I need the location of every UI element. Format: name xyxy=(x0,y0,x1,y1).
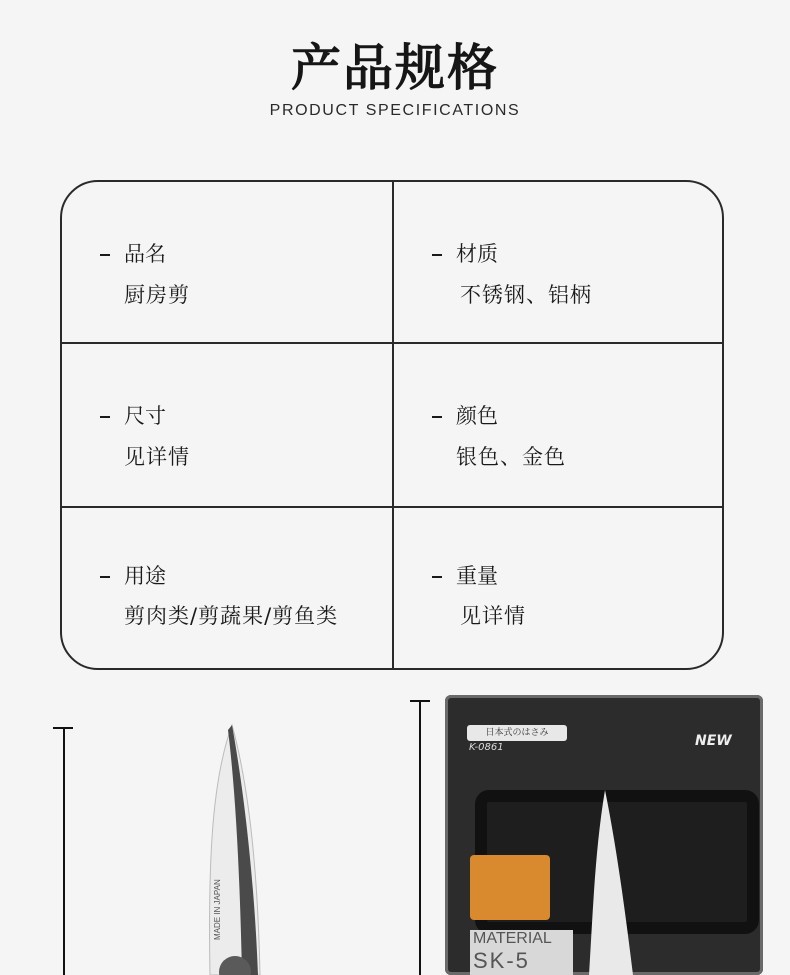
spec-label: 材质 xyxy=(456,242,498,266)
dash-icon xyxy=(100,254,110,256)
package-code: K-0861 xyxy=(469,742,504,753)
package-badge: NEW xyxy=(695,733,732,749)
blade-text: MADE IN JAPAN xyxy=(213,879,222,940)
dash-icon xyxy=(100,576,110,578)
spec-cell-material xyxy=(394,182,724,344)
package-label-orange xyxy=(470,855,550,920)
package-tag: 日本式のはさみ xyxy=(467,725,567,741)
dash-icon xyxy=(432,416,442,418)
spec-table xyxy=(60,180,724,670)
measure-line-left xyxy=(63,727,65,975)
spec-cell-usage xyxy=(62,508,392,670)
spec-label: 用途 xyxy=(124,564,166,588)
dash-icon xyxy=(432,254,442,256)
package-image xyxy=(445,695,763,975)
measure-line-right xyxy=(419,700,421,975)
spec-cell-size xyxy=(62,344,392,506)
spec-cell-weight xyxy=(394,508,724,670)
scissors-blade-image xyxy=(150,700,310,975)
spec-value: 不锈钢、铝柄 xyxy=(460,283,592,307)
spec-cell-name xyxy=(62,182,392,344)
spec-value: 见详情 xyxy=(460,604,526,628)
spec-label: 重量 xyxy=(456,564,498,588)
spec-label: 颜色 xyxy=(456,404,498,428)
package-blade xyxy=(575,790,645,975)
spec-cell-color xyxy=(394,344,724,506)
page-title: 产品规格 xyxy=(291,39,499,97)
page-subtitle: PRODUCT SPECIFICATIONS xyxy=(269,102,521,119)
dash-icon xyxy=(100,416,110,418)
spec-value: 银色、金色 xyxy=(456,445,566,469)
spec-value: 剪肉类/剪蔬果/剪鱼类 xyxy=(124,604,339,628)
dash-icon xyxy=(432,576,442,578)
spec-label: 品名 xyxy=(124,242,166,266)
spec-label: 尺寸 xyxy=(124,404,166,428)
package-material: MATERIAL SK-5 xyxy=(470,930,573,975)
spec-value: 厨房剪 xyxy=(124,283,190,307)
spec-value: 见详情 xyxy=(124,445,190,469)
